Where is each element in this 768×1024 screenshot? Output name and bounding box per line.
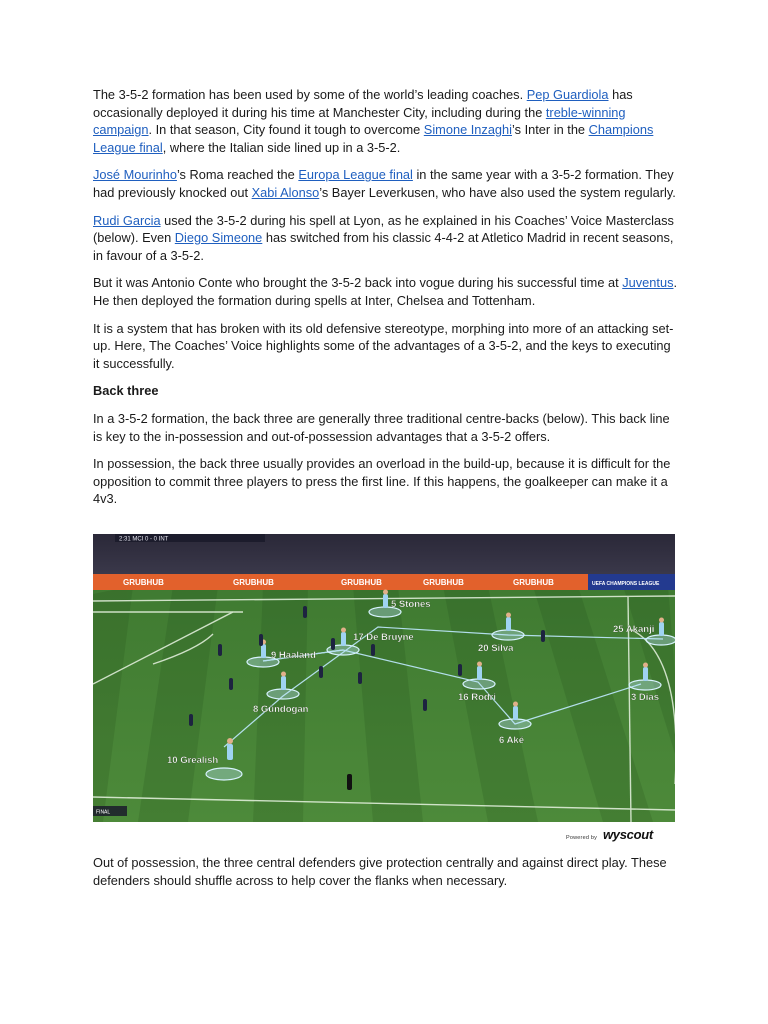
text: ’s Bayer Leverkusen, who have also used the system regularly.	[319, 184, 676, 200]
section-heading: Back three	[93, 383, 159, 399]
text: ’s Inter in the	[512, 122, 589, 138]
player-label-stones: 5 Stones	[391, 599, 431, 610]
article-body	[93, 86, 678, 518]
link-xabi-alonso[interactable]: Xabi Alonso	[251, 184, 320, 200]
text: has switched from his classic 4-4-2 at Atletico Madrid in recent seasons, in favour of a 3-5-2.	[93, 230, 674, 263]
article-body-continued	[93, 854, 678, 899]
paragraph-5: It is a system that has broken with its old defensive stereotype, morphing into more of an attacking set-up. Here, The Coaches’ Voice highlights some of the advantages of a 3-5-2, and the keys to executing it successfully.	[93, 320, 674, 371]
player-label-haaland: 9 Haaland	[271, 650, 316, 661]
player-label-akanji: 25 Akanji	[613, 624, 655, 635]
wyscout-logo: wyscout	[603, 827, 653, 842]
paragraph-4	[93, 274, 678, 309]
svg-text:GRUBHUB: GRUBHUB	[233, 578, 274, 587]
paragraph-8: Out of possession, the three central defenders give protection centrally and against direct play. These defenders should shuffle across to help cover the flanks when necessary.	[93, 855, 667, 888]
text: has occasionally deployed it during his time at Manchester City, including during the	[93, 87, 633, 120]
text: ’s Roma reached the	[176, 167, 299, 183]
text: , where the Italian side lined up in a 3-5-2.	[162, 139, 401, 155]
svg-text:GRUBHUB: GRUBHUB	[341, 578, 382, 587]
player-label-rodri: 16 Rodri	[458, 692, 497, 703]
link-juventus[interactable]: Juventus	[622, 275, 674, 291]
paragraph-7: In possession, the back three usually provides an overload in the build-up, because it is difficult for the opposition to commit three players to press the first line. If this happens, the goalkeeper can make it a 4v3.	[93, 456, 671, 507]
link-champions-league-final[interactable]: Champions League final	[93, 122, 654, 155]
svg-text:GRUBHUB: GRUBHUB	[513, 578, 554, 587]
powered-by-text: Powered by	[566, 835, 598, 841]
text: . He then deployed the formation during spells at Inter, Chelsea and Tottenham.	[93, 275, 678, 308]
text: But it was Antonio Conte who brought the 3-5-2 back into vogue during his successful time at	[93, 275, 623, 291]
link-pep-guardiola[interactable]: Pep Guardiola	[526, 87, 609, 102]
player-label-gundogan: 8 Gündogan	[253, 704, 309, 715]
link-diego-simeone[interactable]: Diego Simeone	[174, 230, 263, 246]
svg-text:GRUBHUB: GRUBHUB	[123, 578, 164, 587]
link-treble-winning-campaign[interactable]: treble-winning campaign	[93, 104, 626, 138]
link-simone-inzaghi[interactable]: Simone Inzaghi	[423, 122, 513, 138]
pitch-graphic	[93, 534, 675, 822]
text: . In that season, City found it tough to overcome	[148, 122, 424, 138]
paragraph-6: In a 3-5-2 formation, the back three are generally three traditional centre-backs (below). This back line is key to the in-possession and out-of-possession advantages that a 3-5-2 offers.	[93, 410, 670, 444]
link-jose-mourinho[interactable]: José Mourinho	[93, 167, 177, 183]
player-label-de-bruyne: 17 De Bruyne	[353, 632, 414, 643]
tactical-figure-image	[93, 534, 675, 822]
wyscout-credit	[566, 826, 666, 840]
paragraph-3	[93, 212, 678, 265]
text: used the 3-5-2 during his spell at Lyon, as he explained in his Coaches’ Voice Masterclass (below). Even	[93, 212, 674, 246]
player-label-ake: 6 Aké	[499, 735, 524, 746]
player-label-silva: 20 Silva	[478, 643, 514, 654]
scoreboard-text: 2:31 MCI 0 - 0 INT	[119, 536, 169, 543]
text: in the same year with a 3-5-2 formation. They had previously knocked out	[93, 167, 674, 200]
player-label-grealish: 10 Grealish	[167, 755, 219, 766]
broadcast-tag: FINAL	[96, 809, 111, 816]
text: The 3-5-2 formation has been used by some of the world’s leading coaches.	[93, 87, 527, 102]
ad-board	[93, 574, 675, 590]
paragraph-1	[93, 86, 678, 156]
svg-text:GRUBHUB: GRUBHUB	[423, 578, 464, 587]
paragraph-2	[93, 166, 678, 201]
ucl-board-text: UEFA CHAMPIONS LEAGUE	[592, 581, 660, 587]
link-rudi-garcia[interactable]: Rudi Garcia	[93, 212, 161, 228]
player-label-dias: 3 Dias	[631, 692, 659, 703]
link-europa-league-final[interactable]: Europa League final	[298, 167, 413, 183]
